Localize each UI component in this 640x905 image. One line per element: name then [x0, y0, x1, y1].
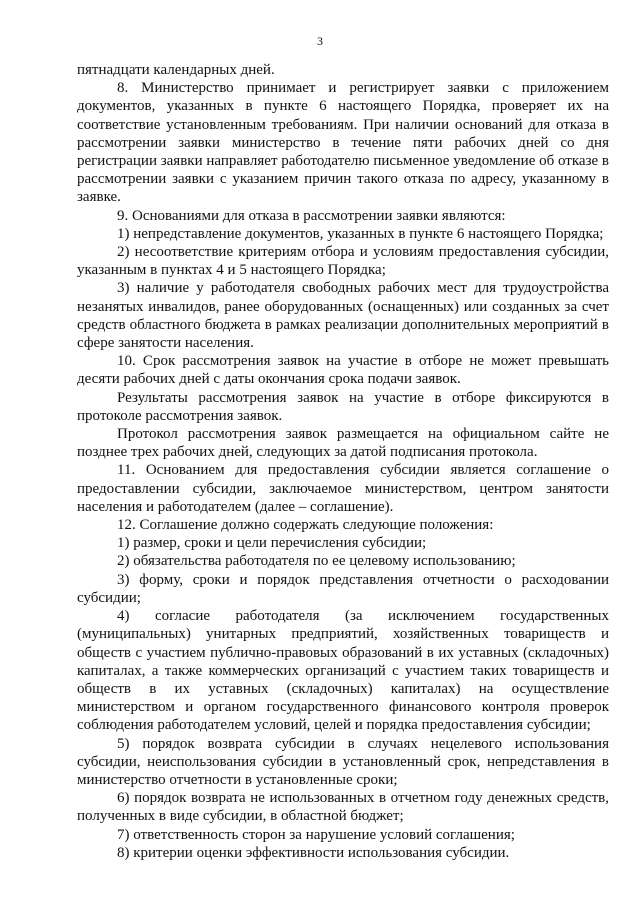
paragraph-item-12-7: 7) ответственность сторон за нарушение условий соглашения; [117, 826, 515, 843]
paragraph-item-12-8: 8) критерии оценки эффективности использования субсидии. [117, 844, 510, 861]
paragraph-continuation: пятнадцати календарных дней. [77, 62, 275, 78]
paragraph-protocol: Протокол рассмотрения заявок размещается на официальном сайте не позднее трех рабочих дней, следующих за датой подписания протокола. [77, 426, 609, 461]
paragraph-item-12-3: 3) форму, сроки и порядок представления отчетности о расходовании субсидии; [77, 571, 609, 606]
paragraph-item-9-3: 3) наличие у работодателя свободных рабочих мест для трудоустройства незанятых инвалидов, ранее оборудованных (оснащенных) или созданных за счет средств областного бюджета в рамках реализации дополнительных мероприятий в сфере занятости населения. [77, 280, 609, 352]
paragraph-item-9: 9. Основаниями для отказа в рассмотрении заявки являются: [117, 207, 506, 224]
document-body [77, 61, 609, 862]
paragraph-item-12-5: 5) порядок возврата субсидии в случаях нецелевого использования субсидии, неиспользования субсидии в установленный срок, непредставления в министерство отчетности в установленные сроки; [77, 735, 609, 788]
paragraph-item-12-4: 4) согласие работодателя (за исключением государственных (муниципальных) унитарных предприятий, хозяйственных товариществ и обществ с участием публично-правовых образований в их уставных (складочных) капиталах, а также коммерческих организаций с участием таких товариществ и обществ в их уставных (складочных) капиталах) на осуществление министерством и органом государственного финансового контроля проверок соблюдения работодателем условий, целей и порядка предоставления субсидии; [77, 608, 609, 734]
paragraph-item-8: 8. Министерство принимает и регистрирует заявки с приложением документов, указанных в пункте 6 настоящего Порядка, проверяет их на соответствие установленным требованиям. При наличии оснований для отказа в рассмотрении заявки министерство в течение пяти рабочих дней со дня регистрации заявки направляет работодателю письменное уведомление об отказе в рассмотрении заявки с указанием причин такого отказа по адресу, указанному в заявке. [77, 80, 609, 206]
paragraph-item-11: 11. Основанием для предоставления субсидии является соглашение о предоставлении субсидии, заключаемое министерством, центром занятости населения и работодателем (далее – соглашение). [77, 462, 609, 515]
paragraph-item-12-6: 6) порядок возврата не использованных в отчетном году денежных средств, полученных в виде субсидии, в областной бюджет; [77, 790, 609, 825]
paragraph-item-10: 10. Срок рассмотрения заявок на участие в отборе не может превышать десяти рабочих дней с даты окончания срока подачи заявок. [77, 353, 609, 388]
paragraph-results: Результаты рассмотрения заявок на участие в отборе фиксируются в протоколе рассмотрения заявок. [77, 389, 609, 424]
paragraph-item-9-1: 1) непредставление документов, указанных в пункте 6 настоящего Порядка; [117, 225, 604, 242]
paragraph-item-12: 12. Соглашение должно содержать следующие положения: [117, 517, 494, 534]
paragraph-item-9-2: 2) несоответствие критериям отбора и условиям предоставления субсидии, указанным в пунктах 4 и 5 настоящего Порядка; [77, 244, 609, 279]
paragraph-item-12-1: 1) размер, сроки и цели перечисления субсидии; [117, 535, 427, 552]
paragraph-item-12-2: 2) обязательства работодателя по ее целевому использованию; [117, 553, 516, 570]
page-number: 3 [317, 34, 323, 48]
